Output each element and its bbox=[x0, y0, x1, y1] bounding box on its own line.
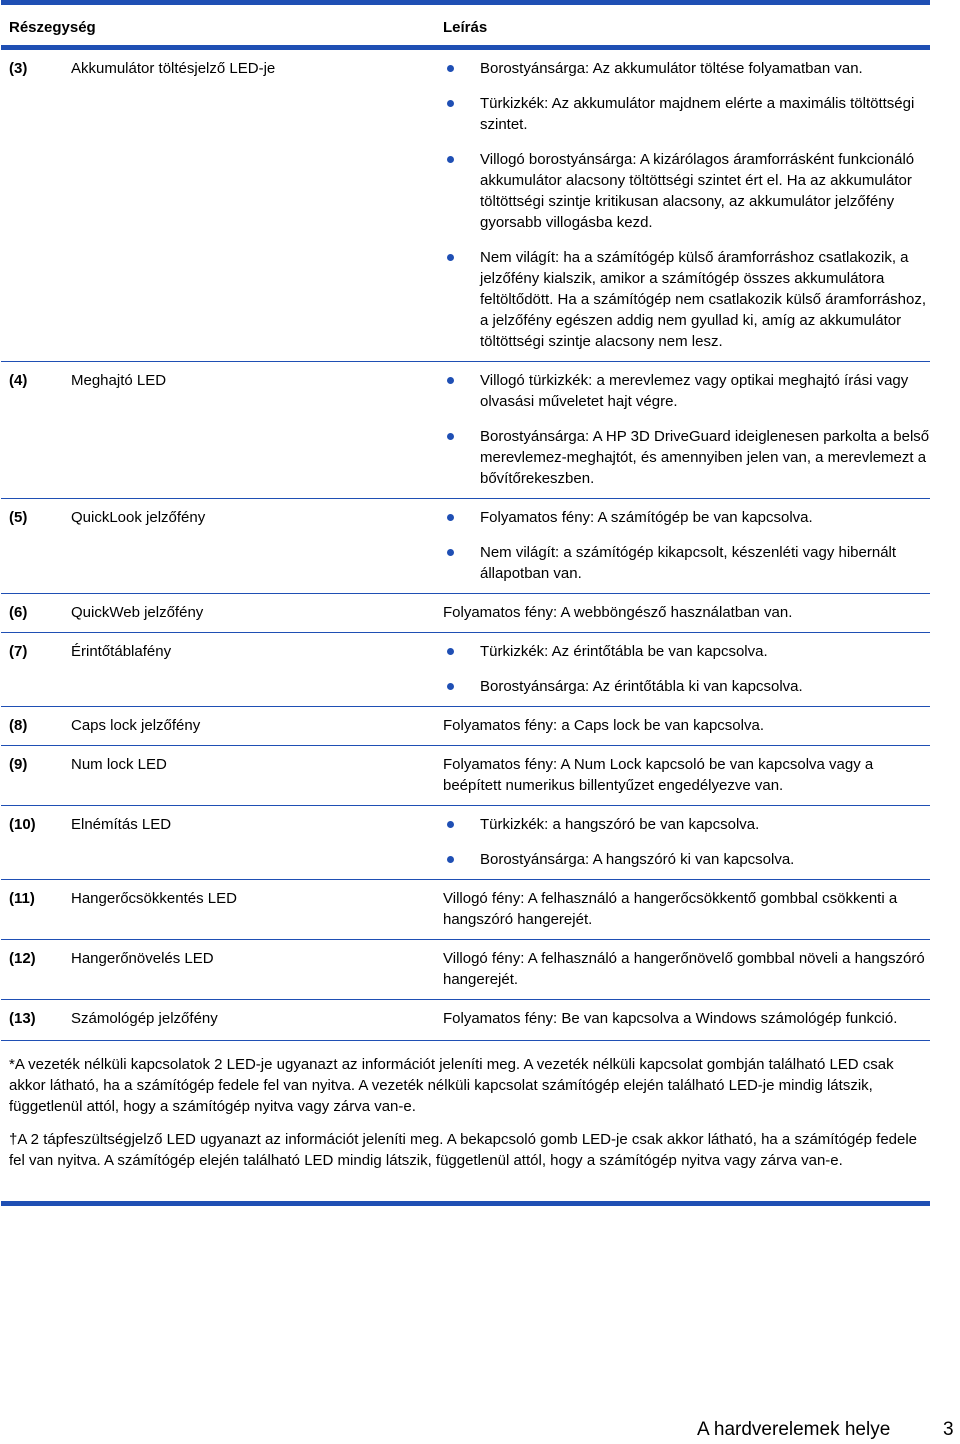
led-table bbox=[1, 50, 930, 1038]
table-row bbox=[1, 1000, 930, 1038]
component-name: Számológép jelzőfény bbox=[71, 1010, 218, 1027]
description-text: Villogó fény: A felhasználó a hangerőnövelő gombbal növeli a hangszóró hangerejét. bbox=[443, 950, 925, 988]
description-cell bbox=[443, 948, 930, 990]
bullet-icon bbox=[447, 648, 454, 655]
row-number: (13) bbox=[9, 1010, 36, 1027]
description-text: Folyamatos fény: a Caps lock be van kapcsolva. bbox=[443, 717, 764, 734]
description-text: Folyamatos fény: A webböngésző használatban van. bbox=[443, 604, 793, 621]
component-name: Meghajtó LED bbox=[71, 372, 167, 389]
description-item bbox=[443, 247, 930, 352]
table-row bbox=[1, 707, 930, 746]
table-bottom-rule bbox=[1, 1040, 930, 1041]
component-name: QuickLook jelzőfény bbox=[71, 509, 206, 526]
component-name: Hangerőnövelés LED bbox=[71, 950, 214, 967]
bullet-icon bbox=[447, 433, 454, 440]
footer-page-number: 3 bbox=[943, 1419, 954, 1440]
description-cell bbox=[443, 641, 930, 697]
bullet-icon bbox=[447, 156, 454, 163]
component-name: Num lock LED bbox=[71, 756, 167, 773]
table-row bbox=[1, 594, 930, 633]
bullet-icon bbox=[447, 254, 454, 261]
description-text: Villogó borostyánsárga: A kizárólagos áramforrásként funkcionáló akkumulátor alacsony töltöttségi szintet ért el. Ha az akkumulátor töltöttségi szintje kritikusan alacsony, az akkumulátor jelzőfény gyorsabb villogásba kezd. bbox=[480, 151, 915, 231]
row-number: (8) bbox=[9, 717, 28, 734]
description-list bbox=[443, 370, 930, 489]
description-cell bbox=[443, 602, 930, 623]
row-number: (7) bbox=[9, 643, 28, 660]
component-name: Hangerőcsökkentés LED bbox=[71, 890, 237, 907]
description-item bbox=[443, 641, 930, 662]
row-number: (10) bbox=[9, 816, 36, 833]
description-item bbox=[443, 93, 930, 135]
component-name: Elnémítás LED bbox=[71, 816, 172, 833]
table-row bbox=[1, 633, 930, 707]
description-cell bbox=[443, 715, 930, 736]
bullet-icon bbox=[447, 377, 454, 384]
row-number: (6) bbox=[9, 604, 28, 621]
bottom-rule bbox=[1, 1201, 930, 1206]
component-name: Érintőtáblafény bbox=[71, 643, 172, 660]
description-item bbox=[443, 149, 930, 233]
description-text: Folyamatos fény: Be van kapcsolva a Windows számológép funkció. bbox=[443, 1010, 898, 1027]
description-text: Borostyánsárga: Az akkumulátor töltése folyamatban van. bbox=[480, 60, 863, 77]
row-number: (4) bbox=[9, 372, 28, 389]
description-cell bbox=[443, 58, 930, 352]
description-cell bbox=[443, 370, 930, 489]
footnotes bbox=[9, 1054, 924, 1183]
table-row bbox=[1, 806, 930, 880]
component-name: QuickWeb jelzőfény bbox=[71, 604, 204, 621]
description-cell bbox=[443, 888, 930, 930]
column-header-part: Részegység bbox=[9, 19, 96, 36]
description-cell bbox=[443, 754, 930, 796]
description-text: Borostyánsárga: A hangszóró ki van kapcsolva. bbox=[480, 851, 795, 868]
description-item bbox=[443, 676, 930, 697]
description-item bbox=[443, 849, 930, 870]
bullet-icon bbox=[447, 514, 454, 521]
bullet-icon bbox=[447, 100, 454, 107]
description-item bbox=[443, 58, 930, 79]
description-item bbox=[443, 814, 930, 835]
description-text: Folyamatos fény: A számítógép be van kapcsolva. bbox=[480, 509, 813, 526]
description-text: Borostyánsárga: Az érintőtábla ki van kapcsolva. bbox=[480, 678, 803, 695]
description-text: Folyamatos fény: A Num Lock kapcsoló be van kapcsolva vagy a beépített numerikus billentyűzet engedélyezve van. bbox=[443, 756, 874, 794]
description-list bbox=[443, 507, 930, 584]
row-number: (12) bbox=[9, 950, 36, 967]
bullet-icon bbox=[447, 683, 454, 690]
description-list bbox=[443, 58, 930, 352]
table-row bbox=[1, 499, 930, 594]
description-cell bbox=[443, 1008, 930, 1029]
table-row bbox=[1, 746, 930, 806]
bullet-icon bbox=[447, 856, 454, 863]
description-text: Nem világít: a számítógép kikapcsolt, készenléti vagy hibernált állapotban van. bbox=[480, 544, 897, 582]
table-row bbox=[1, 880, 930, 940]
row-number: (9) bbox=[9, 756, 28, 773]
description-cell bbox=[443, 814, 930, 870]
column-header-description: Leírás bbox=[443, 19, 488, 36]
description-text: Nem világít: ha a számítógép külső áramforráshoz csatlakozik, a jelzőfény kialszik, amikor a számítógép összes akkumulátora feltöltődött. Ha a számítógép nem csatlakozik külső áramforráshoz, a jelzőfény egészen addig nem gyullad ki, amíg az akkumulátor töltöttségi szintje alacsony nem lesz. bbox=[480, 249, 927, 350]
component-name: Akkumulátor töltésjelző LED-je bbox=[71, 60, 276, 77]
component-name: Caps lock jelzőfény bbox=[71, 717, 201, 734]
description-item bbox=[443, 542, 930, 584]
footer-section-title: A hardverelemek helye bbox=[697, 1419, 891, 1440]
top-rule bbox=[1, 0, 930, 5]
row-number: (3) bbox=[9, 60, 28, 77]
description-item bbox=[443, 370, 930, 412]
bullet-icon bbox=[447, 549, 454, 556]
description-text: Villogó fény: A felhasználó a hangerőcsökkentő gombbal csökkenti a hangszóró hangerejét. bbox=[443, 890, 898, 928]
row-number: (5) bbox=[9, 509, 28, 526]
description-cell bbox=[443, 507, 930, 584]
description-text: Türkizkék: Az érintőtábla be van kapcsolva. bbox=[480, 643, 768, 660]
footnote-wireless: *A vezeték nélküli kapcsolatok 2 LED-je ugyanazt az információt jeleníti meg. A vezeték nélküli kapcsolat gombján található LED csak akkor látható, ha a számítógép fedele fel van nyitva. A vezeték nélküli kapcsolat számítógép elején található LED-je mindig látszik, függetlenül attól, hogy a számítógép nyitva vagy zárva van-e. bbox=[9, 1056, 894, 1115]
description-text: Türkizkék: Az akkumulátor majdnem elérte a maximális töltöttségi szintet. bbox=[480, 95, 915, 133]
table-row bbox=[1, 940, 930, 1000]
row-number: (11) bbox=[9, 890, 35, 907]
footnote-power: †A 2 tápfeszültségjelző LED ugyanazt az információt jeleníti meg. A bekapcsoló gomb LED-je csak akkor látható, ha a számítógép fedele fel van nyitva. A számítógép elején található LED mindig látszik, függetlenül attól, hogy a számítógép nyitva vagy zárva van-e. bbox=[9, 1131, 918, 1169]
description-text: Villogó türkizkék: a merevlemez vagy optikai meghajtó írási vagy olvasási műveletet hajt végre. bbox=[480, 372, 909, 410]
description-list bbox=[443, 641, 930, 697]
table-row bbox=[1, 362, 930, 499]
description-item bbox=[443, 426, 930, 489]
description-list bbox=[443, 814, 930, 870]
bullet-icon bbox=[447, 65, 454, 72]
description-text: Türkizkék: a hangszóró be van kapcsolva. bbox=[480, 816, 760, 833]
description-item bbox=[443, 507, 930, 528]
table-row bbox=[1, 50, 930, 362]
description-text: Borostyánsárga: A HP 3D DriveGuard ideiglenesen parkolta a belső merevlemez-meghajtót, és amennyiben jelen van, a merevlemezt a bővítőrekeszben. bbox=[480, 428, 930, 487]
bullet-icon bbox=[447, 821, 454, 828]
